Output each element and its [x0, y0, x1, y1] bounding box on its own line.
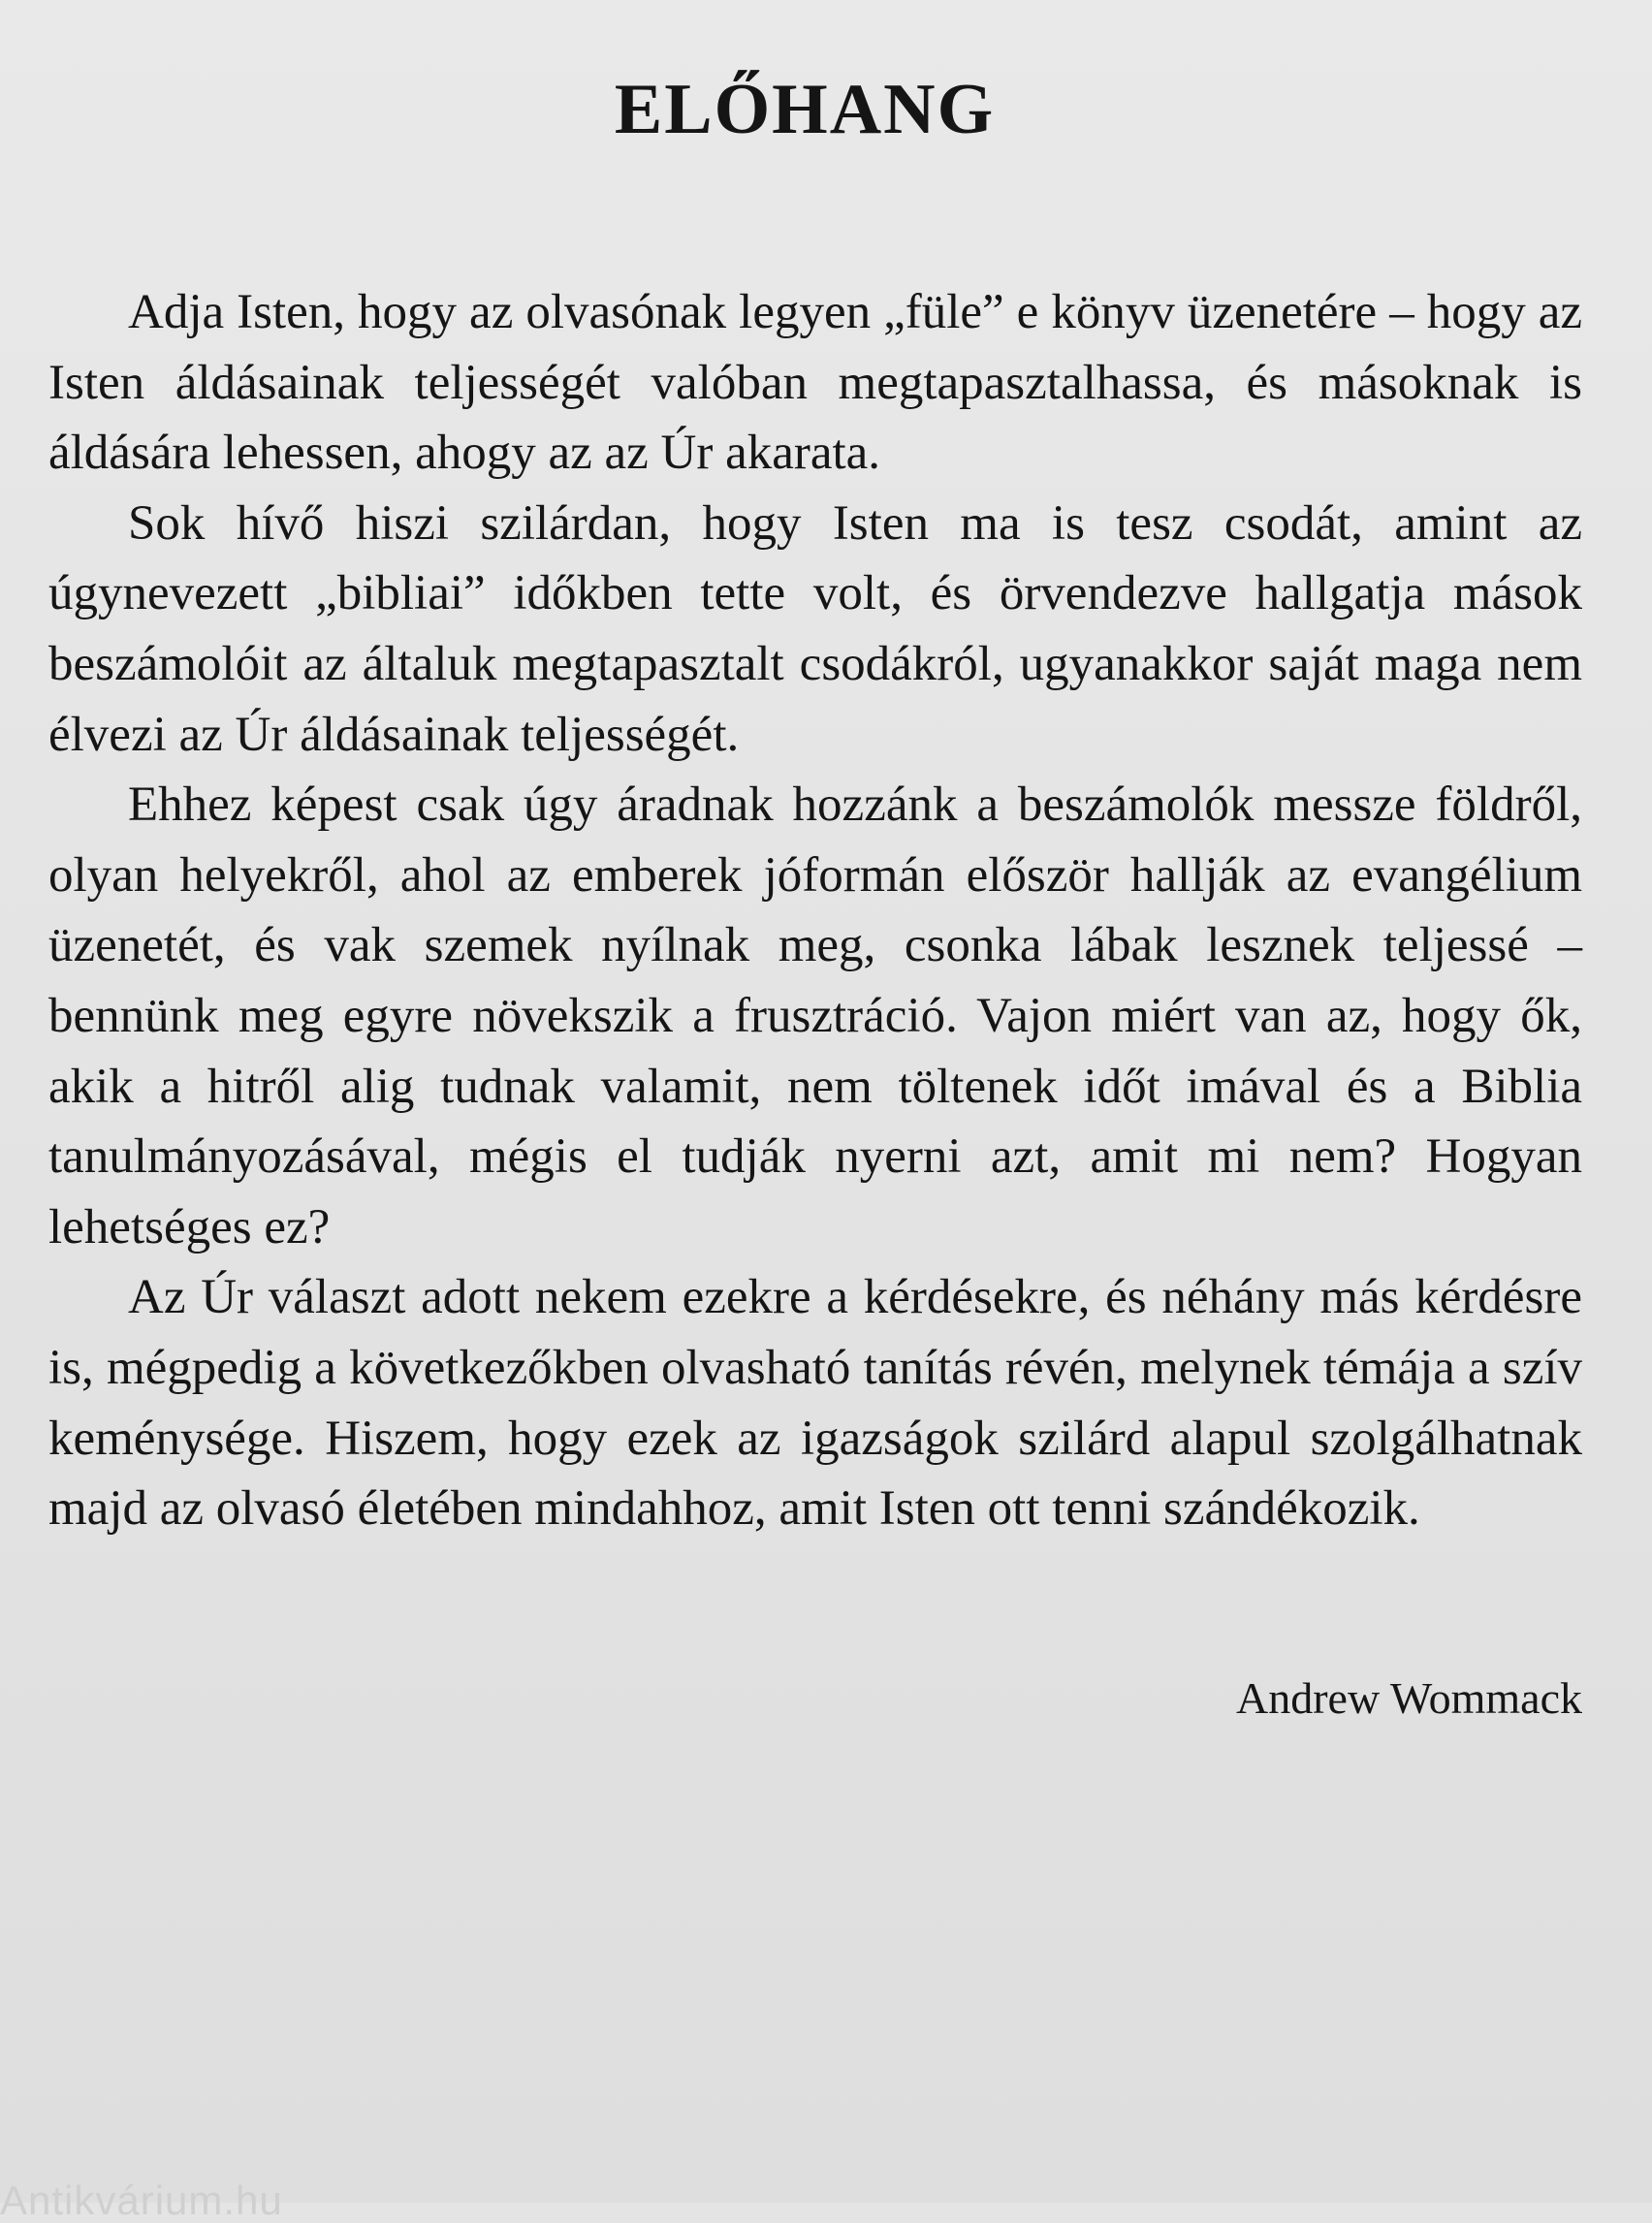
paragraph-2: Sok hívő hiszi szilárdan, hogy Isten ma is tesz csodát, amint az úgynevezett „bibliai” időkben tette volt, és örvendezve hallgatja mások beszámolóit az általuk megtapasztalt csodákról, ugyanakkor saját maga nem élvezi az Úr áldásainak teljességét.	[48, 495, 1582, 762]
watermark: Antikvárium.hu	[0, 2177, 283, 2223]
paragraph-3: Ehhez képest csak úgy áradnak hozzánk a beszámolók messze földről, olyan helyekről, ahol az emberek jóformán először hallják az evangélium üzenetét, és vak szemek nyílnak meg, csonka lábak lesznek teljessé – bennünk meg egyre növekszik a frusztráció. Vajon miért van az, hogy ők, akik a hitről alig tudnak valamit, nem töltenek időt imával és a Biblia tanulmányozásával, mégis el tudják nyerni azt, amit mi nem? Hogyan lehetséges ez?	[48, 778, 1582, 1254]
author-signature: Andrew Wommack	[1236, 1673, 1582, 1723]
foreword-text	[48, 277, 1582, 1544]
page-title: ELŐHANG	[614, 70, 996, 149]
paragraph-4: Az Úr választ adott nekem ezekre a kérdésekre, és néhány más kérdésre is, mégpedig a következőkben olvasható tanítás révén, melynek témája a szív keménysége. Hiszem, hogy ezek az igazságok szilárd alapul szolgálhatnak majd az olvasó életében mindahhoz, amit Isten ott tenni szándékozik.	[48, 1270, 1582, 1537]
paragraph-1: Adja Isten, hogy az olvasónak legyen „füle” e könyv üzenetére – hogy az Isten áldásainak teljességét valóban megtapasztalhassa, és másoknak is áldására lehessen, ahogy az az Úr akarata.	[48, 285, 1582, 481]
